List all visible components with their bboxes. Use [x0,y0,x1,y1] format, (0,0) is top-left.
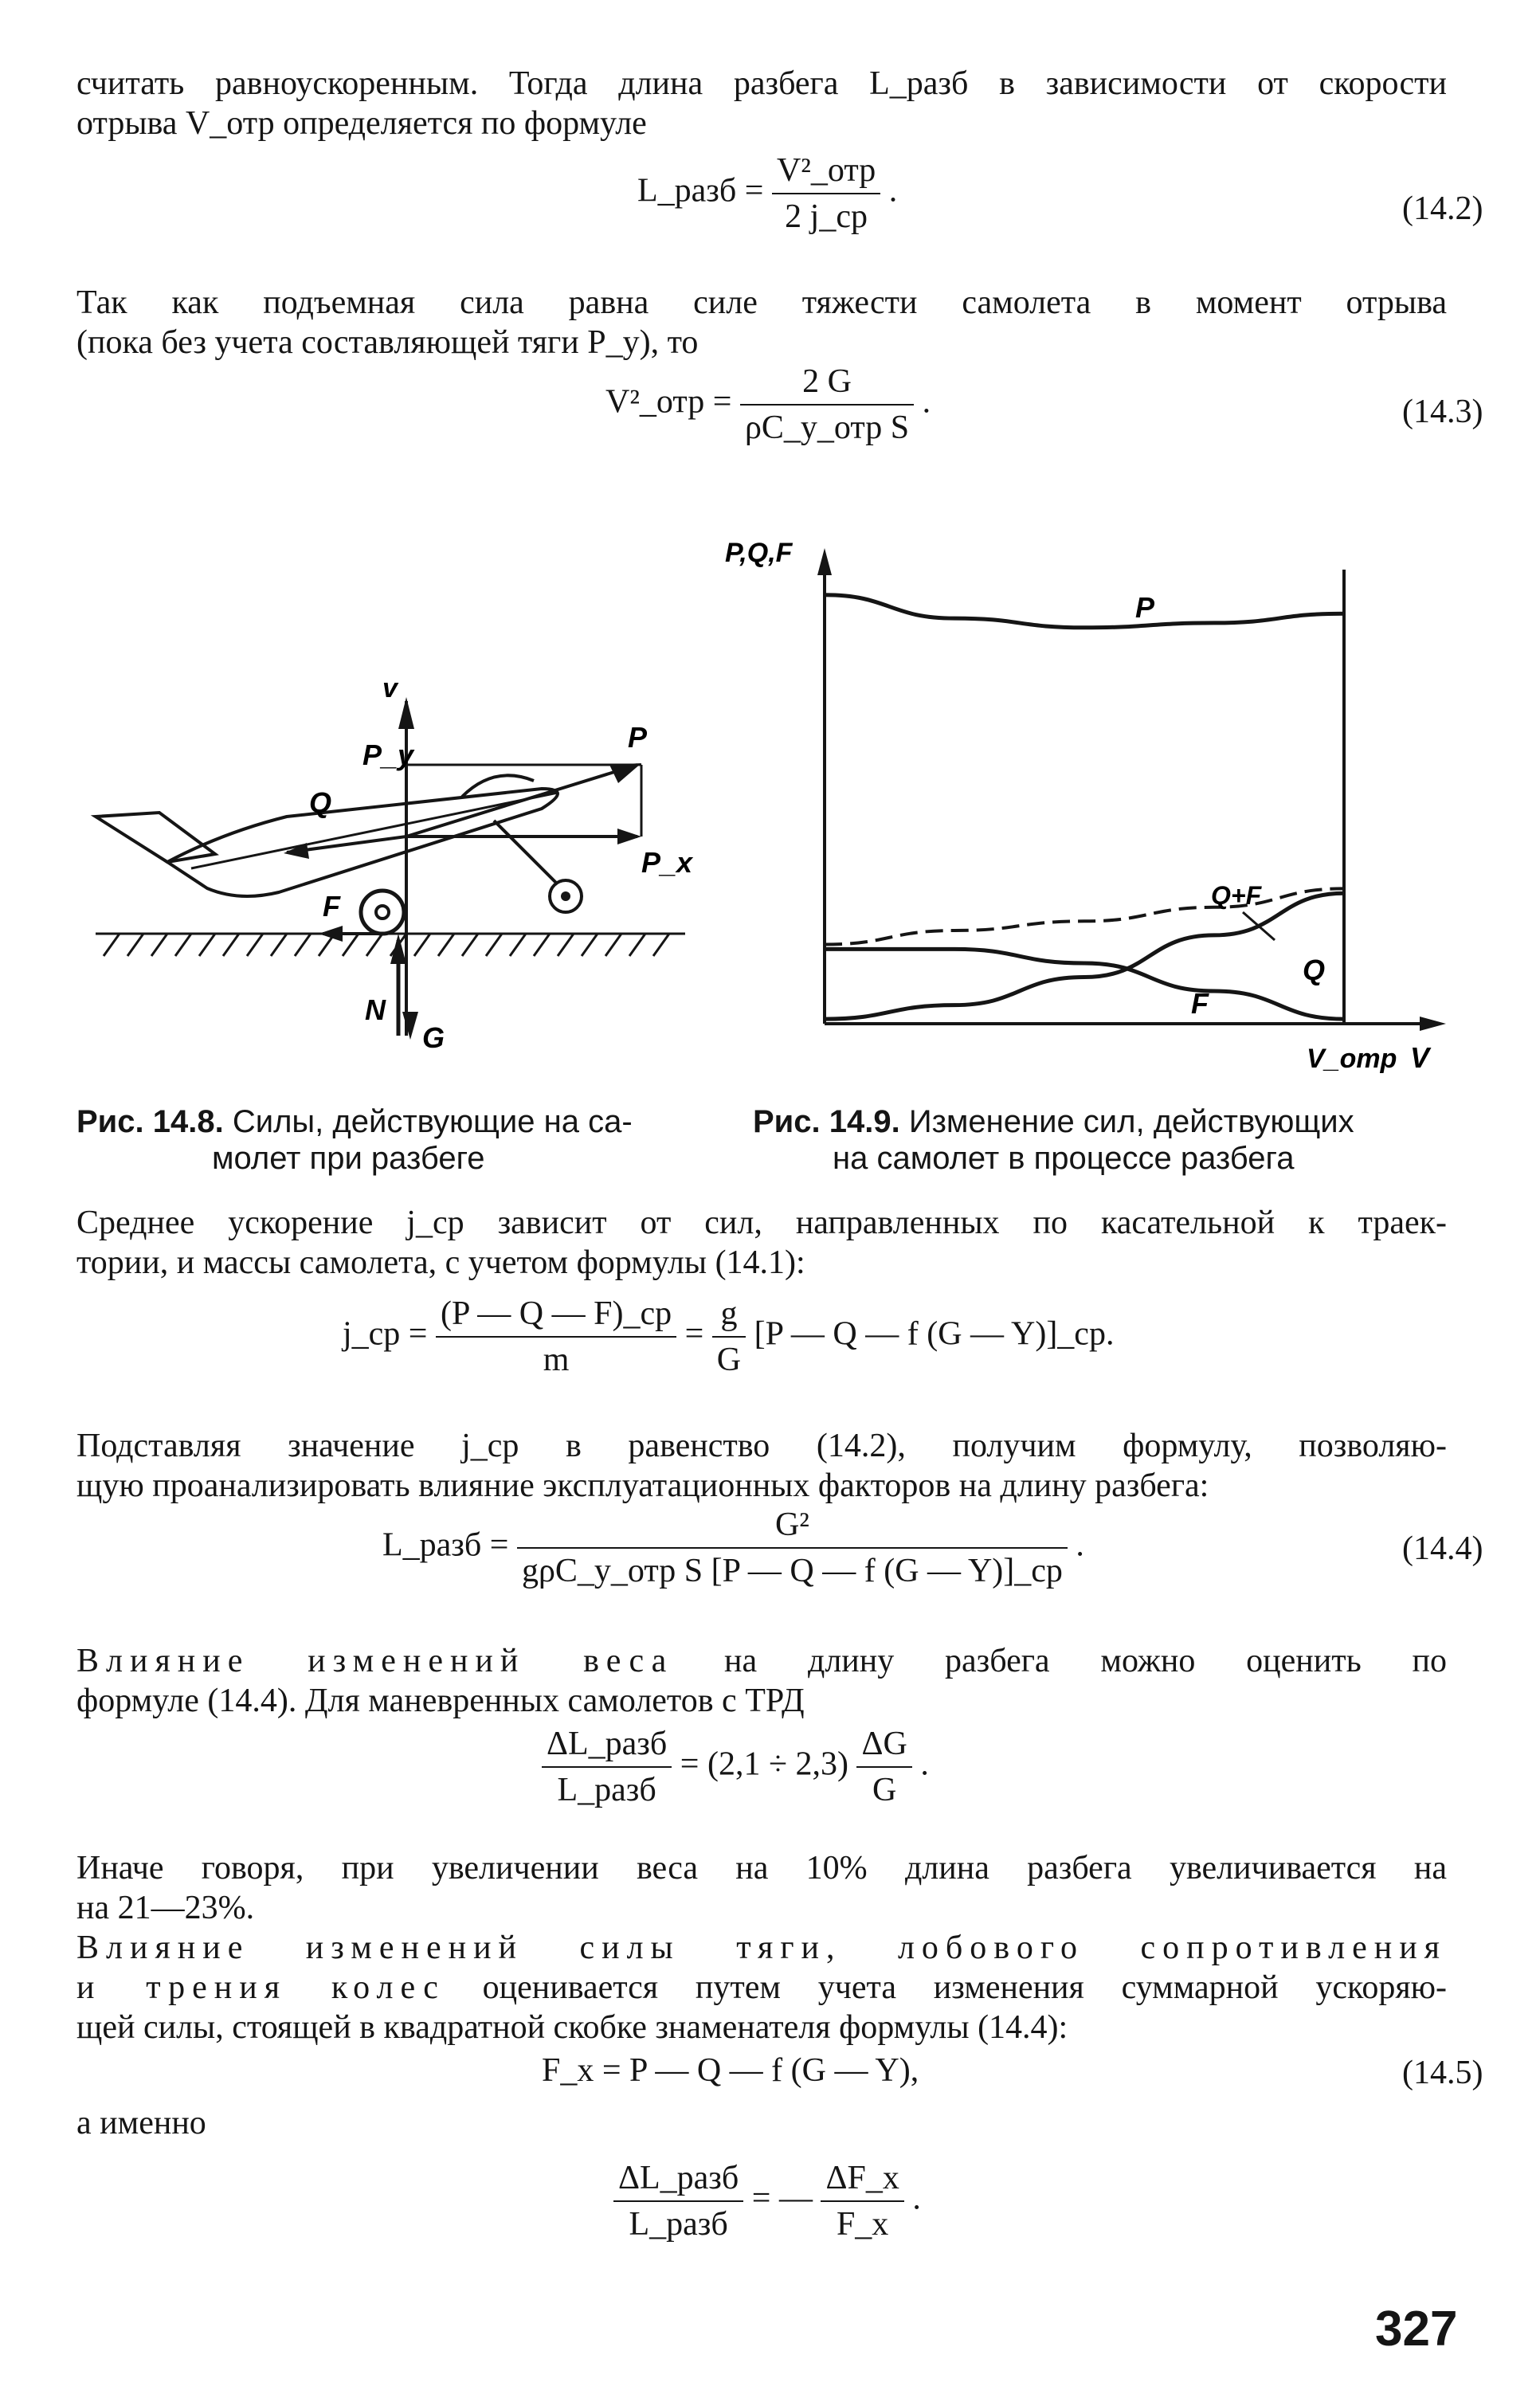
caption-text: Силы, действующие на са- [232,1104,633,1139]
equation-number: (14.3) [1402,394,1483,430]
text-line: отрыва V_отр определяется по формуле [76,105,647,142]
spaced-emphasis: Влияние изменений силы тяги, лобового сопротивления [76,1930,1447,1966]
numerator: 2 G [740,362,914,406]
equation-lhs: V²_отр = [605,383,732,421]
fraction [740,362,914,447]
equation-tail: . [922,383,931,421]
curve-label-qf: Q+F [1211,881,1262,910]
curve-label-p: P [1135,591,1155,624]
label-v: v [382,673,398,703]
paragraph-lift [76,283,1447,362]
px-arrowhead [617,829,641,844]
equation-14-2 [637,151,897,236]
x-end-label: V_отр [1307,1044,1397,1074]
numerator: ΔG [856,1725,911,1768]
text-line [76,1968,1447,2008]
paragraph-namely [76,2103,1447,2143]
fraction [821,2159,903,2243]
qf-leader [1243,912,1275,940]
text-span: на длину разбега можно оценить по [724,1643,1448,1679]
equation-thrust-delta [613,2159,921,2243]
equation-14-3 [605,362,931,447]
denominator: G [716,1342,742,1378]
spaced-emphasis: Влияние изменений веса [76,1643,674,1679]
equation-tail: [P — Q — f (G — Y)]_ср. [754,1315,1115,1353]
text-line [76,1641,1447,1681]
figure-14-8 [48,653,733,1068]
text-line: на 21—23%. [76,1890,255,1926]
equation-tail: . [1076,1526,1084,1564]
series-line-q-plus-f [825,888,1344,944]
fraction [856,1725,911,1809]
paragraph-acceleration [76,1203,1447,1283]
text-line: а именно [76,2105,206,2141]
equation-middle: = (2,1 ÷ 2,3) [680,1745,848,1783]
y-axis-arrowhead [817,548,832,575]
text-line: тории, и массы самолета, с учетом формулы (14.1): [76,1244,805,1281]
y-axis-label: P,Q,F [725,538,793,568]
caption-line: на самолет в процессе разбега [833,1141,1295,1176]
paragraph-intro [76,64,1447,143]
label-p: P [628,721,648,754]
fraction [772,151,880,236]
numerator: V²_отр [772,151,880,194]
equation-tail: . [888,172,898,210]
thrust-arrowhead [609,763,641,783]
label-g: G [422,1021,445,1054]
x-axis-arrowhead [1420,1017,1446,1031]
denominator: m [543,1342,570,1378]
nose-wheel-hub [561,891,570,901]
lift-arrowhead [398,697,414,729]
label-q: Q [309,786,332,819]
paragraph-in-other-words [76,1848,1447,1928]
figure-14-9-chart [717,526,1482,1083]
equation-14-4 [382,1506,1084,1590]
equation-lhs: L_разб = [382,1526,509,1564]
equation-tail: . [912,2180,921,2217]
fraction [436,1295,676,1379]
paragraph-weight [76,1641,1447,1721]
numerator: ΔF_x [821,2159,903,2202]
equation-equals: = [684,1315,704,1353]
curve-label-f: F [1191,987,1209,1020]
denominator: L_разб [629,2206,728,2243]
caption-number: Рис. 14.8. [76,1104,224,1139]
paragraph-thrust [76,1928,1447,2047]
denominator: 2 j_ср [785,198,868,235]
label-py: P_y [362,739,414,771]
main-wheel [361,891,404,934]
text-line: Иначе говоря, при увеличении веса на 10% длина разбега увеличивается на [76,1850,1447,1887]
equation-tail: . [920,1745,929,1783]
text-line: (пока без учета составляющей тяги P_y), то [76,324,699,361]
spaced-emphasis: и трения колес [76,1969,445,2006]
equation-number: (14.2) [1402,190,1483,227]
text-line: Так как подъемная сила равна силе тяжести самолета в момент отрыва [76,284,1447,321]
numerator: (P — Q — F)_ср [436,1295,676,1338]
caption-fig-14-8 [76,1103,722,1177]
fraction [517,1506,1068,1590]
fraction [613,2159,743,2243]
numerator: G² [517,1506,1068,1549]
curve-label-q: Q [1303,954,1326,986]
equation-lhs: L_разб = [637,172,764,210]
page-number: 327 [1375,2302,1458,2357]
equation-expression: F_x = P — Q — f (G — Y), [542,2052,919,2089]
caption-text: Изменение сил, действующих [908,1104,1354,1139]
ground-hatching [104,934,669,956]
numerator: g [712,1295,746,1338]
equation-number: (14.5) [1402,2055,1483,2091]
paragraph-substitution [76,1426,1447,1506]
equation-number: (14.4) [1402,1530,1483,1567]
denominator: L_разб [557,1772,656,1808]
main-wheel-hub [376,906,389,919]
equation-j-cp [343,1295,1114,1379]
label-n: N [365,993,386,1026]
text-line: щую проанализировать влияние эксплуатационных факторов на длину разбега: [76,1467,1209,1504]
denominator: ρC_y_отр S [744,409,910,446]
denominator: gρC_y_отр S [P — Q — f (G — Y)]_ср [521,1553,1063,1589]
text-line: Среднее ускорение j_ср зависит от сил, направленных по касательной к траек- [76,1205,1447,1241]
series-line-p [825,595,1344,628]
numerator: ΔL_разб [542,1725,672,1768]
text-line: щей силы, стоящей в квадратной скобке знаменателя формулы (14.4): [76,2009,1068,2046]
caption-line: молет при разбеге [212,1141,485,1176]
equation-weight-delta [542,1725,929,1809]
fraction [542,1725,672,1809]
fraction [712,1295,746,1379]
text-span: оценивается путем учета изменения суммарной ускоряю- [482,1969,1448,2006]
numerator: ΔL_разб [613,2159,743,2202]
nose-gear-strut [494,821,558,884]
text-line: считать равноускоренным. Тогда длина разбега L_разб в зависимости от скорости [76,65,1447,102]
text-line [76,1928,1447,1968]
caption-number: Рис. 14.9. [753,1104,900,1139]
x-axis-label: V [1410,1041,1430,1074]
equation-14-5 [542,2051,919,2090]
label-f: F [323,890,340,923]
denominator: G [872,1772,897,1808]
equation-lhs: j_ср = [343,1315,428,1353]
text-line: Подставляя значение j_ср в равенство (14.2), получим формулу, позволяю- [76,1428,1447,1464]
caption-fig-14-9 [753,1103,1470,1177]
text-line: формуле (14.4). Для маневренных самолетов с ТРД [76,1683,805,1719]
aircraft-tail [96,813,215,862]
denominator: F_x [836,2206,889,2243]
equation-middle: = — [751,2180,813,2217]
label-px: P_x [641,846,693,879]
